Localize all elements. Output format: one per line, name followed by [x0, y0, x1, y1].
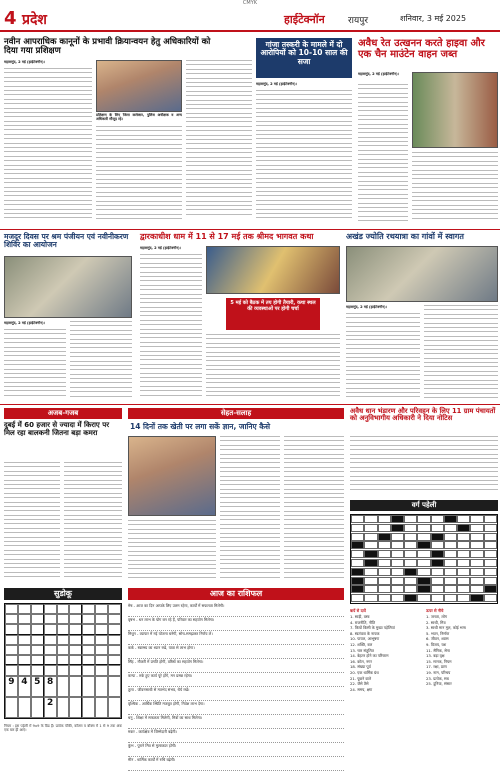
sudoku-cell — [31, 614, 44, 624]
sudoku-cell — [57, 655, 70, 665]
sudoku-cell — [57, 624, 70, 634]
crossword-down-title: ऊपर से नीचे — [426, 608, 444, 613]
crossword-clue: 10. पायल, आभूषण — [350, 636, 380, 642]
crossword-cell — [364, 559, 377, 567]
crossword-clue: 7. कियों किसी के मुख्य पहेलियां — [350, 625, 395, 631]
story1-headline: नवीन आपराधिक कानूनों के प्रभावी क्रियान्वयन हेतु अधिकारियों को दिया गया प्रशिक्षण — [4, 37, 211, 57]
story2-headline-box — [256, 38, 352, 78]
crossword-clue: 21. पूछने वाले — [350, 675, 372, 681]
sudoku-title: सुडोकू — [4, 588, 122, 600]
crossword-cell — [457, 515, 470, 523]
rashi-entry: वृषभ - धन लाभ के योग बन रहे हैं, परिवार का सहयोग मिलेगा। — [128, 617, 344, 631]
sudoku-cell — [69, 624, 82, 634]
crossword-clue: 18. संख्या पूर्व — [350, 664, 371, 670]
sudoku-cell — [82, 665, 95, 675]
crossword-clue: 1. साड़ी, वस्त्र — [350, 614, 370, 619]
crossword-cell — [457, 541, 470, 549]
story5-pullquote: 5 मई को बैठक में तय होगी तैयारी, कथा स्थल की व्यवस्थाओं पर होगी चर्चा — [230, 300, 316, 312]
rashi-entry: मकर - कार्यक्षेत्र में जिम्मेदारी बढ़ेगी। — [128, 729, 344, 743]
crossword-clue: 19. नाम, परिचय — [426, 669, 451, 675]
sudoku-cell — [69, 676, 82, 697]
rashi-entry: कुंभ - पुराने मित्र से मुलाकात होगी। — [128, 743, 344, 757]
sudoku-cell — [18, 604, 31, 614]
crossword-clue: 11. सैनिक, सेना — [426, 647, 450, 653]
crossword-cell — [417, 577, 430, 585]
crossword-across-title: बायें से दायें — [350, 608, 366, 613]
crossword-clue: 15. मानक, नियम — [426, 658, 452, 664]
sudoku-cell — [69, 645, 82, 655]
crossword-cell — [391, 559, 404, 567]
crossword-down-list — [426, 614, 498, 778]
sudoku-cell — [69, 604, 82, 614]
crossword-clue: 24. समय, क्षण — [350, 686, 373, 692]
sudoku-cell — [31, 655, 44, 665]
story4-headline: मजदूर दिवस पर श्रम पंजीयन एवं नवीनीकरण शिविर का आयोजन — [4, 232, 129, 250]
crossword-cell — [431, 577, 444, 585]
sudoku-cell — [18, 614, 31, 624]
crossword-cell — [470, 524, 483, 532]
story1-body-col2 — [96, 126, 182, 226]
crossword-cell — [378, 533, 391, 541]
sudoku-cell — [57, 614, 70, 624]
sudoku-cell — [69, 665, 82, 675]
crossword-cell — [417, 568, 430, 576]
crossword-cell — [484, 568, 497, 576]
sudoku-cell — [95, 645, 108, 655]
story4-dateline: महासमुंद, 2 मई (हाईटेक्नॉन)। — [4, 321, 45, 325]
crossword-cell — [391, 550, 404, 558]
rashifal-list — [128, 603, 344, 778]
story4-body-col2 — [70, 321, 132, 401]
sudoku-cell — [95, 635, 108, 645]
crossword-cell — [470, 559, 483, 567]
crossword-cell — [484, 594, 497, 602]
story3-body — [358, 84, 408, 226]
crossword-clue: 16. कोल, नगर — [350, 658, 372, 664]
sudoku-cell — [44, 655, 57, 665]
sudoku-cell — [95, 655, 108, 665]
story1-dateline: महासमुंद, 2 मई (हाईटेक्नॉन)। — [4, 60, 45, 64]
sudoku-cell — [44, 665, 57, 675]
crossword-cell — [457, 594, 470, 602]
story4-body — [4, 329, 66, 401]
crossword-cell — [351, 585, 364, 593]
story7-headline: दुबई में 60 हजार से ज्यादा में किराए पर मिल रहा बालकनी जितना बड़ा कमरा — [4, 421, 110, 437]
crossword-cell — [364, 568, 377, 576]
crossword-clue: 3. साथी मान मूल, कोई भाष — [426, 625, 466, 631]
crossword-clue: 13. चार संतुलित — [350, 647, 374, 653]
crossword-cell — [378, 559, 391, 567]
crossword-cell — [404, 559, 417, 567]
sudoku-cell — [44, 604, 57, 614]
crossword-cell — [404, 568, 417, 576]
story7-body — [4, 462, 60, 584]
crossword-cell — [444, 515, 457, 523]
crossword-cell — [404, 550, 417, 558]
crossword-cell — [444, 568, 457, 576]
crossword-cell — [431, 594, 444, 602]
sudoku-cell — [44, 635, 57, 645]
rashi-entry: तुला - जीवनसाथी से मतभेद संभव, धैर्य रखें। — [128, 687, 344, 701]
crossword-cell — [378, 577, 391, 585]
sudoku-cell — [5, 614, 18, 624]
rashi-entry: कर्क - स्वास्थ्य का ध्यान रखें, यात्रा से लाभ होगा। — [128, 645, 344, 659]
story6-headline: अखंड ज्योति रथयात्रा का गांवों में स्वागत — [346, 232, 464, 241]
sudoku-cell — [95, 614, 108, 624]
story3-body-col2 — [412, 152, 498, 226]
newspaper-brand: हाईटेक्नॉन — [284, 13, 325, 26]
crossword-cell — [364, 524, 377, 532]
section-divider — [0, 229, 500, 230]
crossword-cell — [404, 577, 417, 585]
crossword-cell — [470, 515, 483, 523]
sudoku-cell — [95, 624, 108, 634]
crossword-cell — [351, 524, 364, 532]
story3-photo — [412, 72, 498, 148]
crossword-cell — [391, 524, 404, 532]
crossword-cell — [457, 568, 470, 576]
sudoku-cell — [82, 645, 95, 655]
crossword-cell — [378, 585, 391, 593]
crossword-cell — [391, 577, 404, 585]
sudoku-cell — [108, 645, 121, 655]
crossword-cell — [364, 594, 377, 602]
crossword-cell — [417, 524, 430, 532]
sudoku-cell — [5, 624, 18, 634]
crossword-cell — [417, 541, 430, 549]
story8-photo — [128, 436, 216, 516]
crossword-cell — [391, 585, 404, 593]
rashi-entry: सिंह - नौकरी में प्रगति होगी, वरिष्ठों का सहयोग मिलेगा। — [128, 659, 344, 673]
story6-body — [346, 313, 420, 401]
crossword-cell — [457, 533, 470, 541]
crossword-clue: 14. बेहतर होने का परिणाम — [350, 653, 389, 659]
crossword-cell — [457, 577, 470, 585]
crossword-cell — [470, 533, 483, 541]
crossword-cell — [470, 594, 483, 602]
crossword-cell — [484, 559, 497, 567]
crossword-cell — [351, 541, 364, 549]
sudoku-cell — [5, 665, 18, 675]
sudoku-cell — [31, 635, 44, 645]
sudoku-cell — [108, 676, 121, 697]
rashi-entry: वृश्चिक - आर्थिक स्थिति मजबूत होगी, निवेश लाभ देगा। — [128, 701, 344, 715]
story5-pullquote-box — [226, 298, 320, 330]
sudoku-cell — [5, 655, 18, 665]
rashi-entry: मिथुन - व्यापार में नई योजना बनेगी, सोच-समझकर निर्णय लें। — [128, 631, 344, 645]
story2-headline: गांजा तस्करी के मामले में दो आरोपियों को 10-10 साल की सजा — [260, 40, 348, 66]
crossword-cell — [378, 541, 391, 549]
crossword-cell — [404, 541, 417, 549]
crossword-cell — [470, 568, 483, 576]
crossword-clue: 8. स्वतंत्रता के नायक — [350, 630, 380, 636]
crossword-cell — [431, 524, 444, 532]
crossword-cell — [431, 550, 444, 558]
crossword-cell — [417, 515, 430, 523]
crossword-cell — [484, 550, 497, 558]
sudoku-cell — [18, 635, 31, 645]
sudoku-cell: 5 — [31, 676, 44, 697]
crossword-cell — [484, 577, 497, 585]
crossword-cell — [378, 515, 391, 523]
sudoku-cell — [57, 676, 70, 697]
crossword-cell — [404, 515, 417, 523]
story1-body — [4, 68, 92, 226]
crossword-cell — [431, 533, 444, 541]
section-divider-2 — [0, 404, 500, 405]
sudoku-cell — [44, 645, 57, 655]
crossword-clue: 1. जनता, लोग — [426, 614, 448, 619]
story1-photo-caption: प्रशिक्षण के लिए जिला कलेक्टर, पुलिस अधीक्षक व अन्य अधिकारी मौजूद रहे। — [96, 113, 182, 122]
crossword-cell — [431, 585, 444, 593]
crossword-cell — [378, 594, 391, 602]
crossword-cell — [378, 568, 391, 576]
crossword-cell — [444, 541, 457, 549]
story5-photo — [206, 246, 340, 294]
story3-headline: अवैध रेत उत्खनन करते हाइवा और एक चैन माउंटेन वाहन जब्त — [358, 38, 485, 60]
story6-body-col2 — [424, 305, 498, 401]
page-section-title: प्रदेश — [22, 12, 47, 28]
story7-body-col2 — [64, 462, 122, 584]
crossword-cell — [444, 559, 457, 567]
story1-photo — [96, 60, 182, 112]
sudoku-cell — [69, 635, 82, 645]
sudoku-cell — [95, 697, 108, 718]
story9-headline: अवैध धान भंडारण और परिवहन के लिए 11 ग्राम पंचायतों को अनुविभागीय अधिकारी ने दिया नोटिस — [350, 407, 496, 423]
rashi-entry: कन्या - रुके हुए कार्य पूरे होंगे, मन प्रसन्न रहेगा। — [128, 673, 344, 687]
masthead — [0, 6, 500, 32]
crossword-cell — [351, 559, 364, 567]
sudoku-cell — [82, 624, 95, 634]
story8-body-col3 — [128, 520, 216, 584]
rashi-entry: धनु - शिक्षा में सफलता मिलेगी, मित्रों का साथ मिलेगा। — [128, 715, 344, 729]
sudoku-cell — [95, 676, 108, 697]
edition-date: शनिवार, 3 मई 2025 — [400, 14, 467, 23]
sudoku-cell — [108, 635, 121, 645]
sudoku-cell — [18, 624, 31, 634]
sudoku-cell — [95, 665, 108, 675]
page-number: 4 — [4, 8, 17, 29]
story7-band: अजब-गजब — [4, 408, 122, 419]
sudoku-cell — [31, 604, 44, 614]
story3-dateline: महासमुंद, 2 मई (हाईटेक्नॉन)। — [358, 72, 399, 76]
crossword-cell — [457, 585, 470, 593]
crossword-across-list — [350, 614, 424, 778]
crossword-cell — [391, 541, 404, 549]
crossword-cell — [404, 524, 417, 532]
crossword-cell — [457, 550, 470, 558]
crossword-cell — [444, 594, 457, 602]
sudoku-grid — [4, 603, 122, 719]
sudoku-cell — [82, 697, 95, 718]
crossword-cell — [444, 585, 457, 593]
story6-photo — [346, 246, 498, 302]
crossword-clue: 20. एक धार्मिक ग्रंथ — [350, 669, 379, 675]
story6-dateline: महासमुंद, 2 मई (हाईटेक्नॉन)। — [346, 305, 387, 309]
sudoku-cell — [18, 645, 31, 655]
crossword-cell — [444, 524, 457, 532]
crossword-cell — [404, 594, 417, 602]
crossword-cell — [470, 585, 483, 593]
crossword-cell — [404, 585, 417, 593]
crossword-grid — [350, 514, 498, 604]
crossword-clue: 13. बड़ा वृक्ष — [426, 653, 445, 659]
sudoku-cell — [82, 635, 95, 645]
crossword-cell — [364, 585, 377, 593]
sudoku-cell — [5, 645, 18, 655]
sudoku-cell — [5, 604, 18, 614]
sudoku-cell — [31, 697, 44, 718]
crossword-clue: 2. साथी, मित्र — [426, 619, 446, 625]
story5-body-col2 — [206, 334, 340, 401]
crossword-clue: 17. रक्षा, प्राण — [426, 664, 447, 670]
crossword-cell — [351, 515, 364, 523]
story8-band: सेहत-सलाह — [128, 408, 344, 419]
sudoku-cell — [57, 635, 70, 645]
sudoku-cell — [57, 604, 70, 614]
rashi-entry: मेष - आज का दिन आपके लिए उत्तम रहेगा, कार्यों में सफलता मिलेगी। — [128, 603, 344, 617]
sudoku-cell — [31, 645, 44, 655]
crossword-cell — [470, 541, 483, 549]
crossword-title: वर्ग पहेली — [350, 500, 498, 511]
sudoku-cell — [108, 697, 121, 718]
crossword-cell — [431, 541, 444, 549]
crossword-cell — [431, 559, 444, 567]
sudoku-cell — [57, 665, 70, 675]
crossword-cell — [484, 524, 497, 532]
story9-body — [350, 436, 498, 496]
crossword-clue: 23. प्रत्येक, सब — [426, 675, 449, 681]
crossword-clue: 5. भवन, निर्माण — [426, 630, 450, 636]
story8-body-col2 — [284, 436, 344, 584]
crossword-cell — [431, 568, 444, 576]
crossword-cell — [364, 577, 377, 585]
story5-dateline: महासमुंद, 2 मई (हाईटेक्नॉन)। — [140, 246, 181, 250]
rashi-entry: मीन - धार्मिक कार्यों में रुचि बढ़ेगी। — [128, 757, 344, 771]
sudoku-cell: 8 — [44, 676, 57, 697]
sudoku-cell — [108, 624, 121, 634]
sudoku-cell — [44, 614, 57, 624]
sudoku-cell — [31, 624, 44, 634]
crossword-cell — [364, 550, 377, 558]
sudoku-cell — [95, 604, 108, 614]
sudoku-cell — [44, 624, 57, 634]
sudoku-cell — [69, 655, 82, 665]
crossword-cell — [431, 515, 444, 523]
crossword-cell — [484, 541, 497, 549]
crossword-cell — [484, 533, 497, 541]
sudoku-cell — [82, 614, 95, 624]
story2-body — [256, 90, 352, 226]
crossword-clue: 4. राजनीति, नीति — [350, 619, 376, 625]
crossword-cell — [391, 515, 404, 523]
crossword-cell — [470, 577, 483, 585]
crossword-cell — [364, 515, 377, 523]
crossword-cell — [351, 550, 364, 558]
sudoku-cell — [18, 697, 31, 718]
story1-body-col3 — [186, 60, 252, 226]
sudoku-cell — [18, 665, 31, 675]
crossword-cell — [444, 533, 457, 541]
sudoku-cell — [82, 655, 95, 665]
crossword-cell — [417, 585, 430, 593]
crossword-clue: 6. जीवन, श्वास — [426, 636, 449, 642]
crossword-cell — [457, 559, 470, 567]
story8-body — [220, 436, 280, 584]
edition-city: रायपुर — [348, 16, 369, 26]
print-marker: CMYK — [242, 0, 258, 6]
crossword-cell — [417, 550, 430, 558]
sudoku-cell — [31, 665, 44, 675]
sudoku-cell: 9 — [5, 676, 18, 697]
crossword-clue: 25. दुनिया, संसार — [426, 681, 452, 687]
crossword-cell — [417, 559, 430, 567]
sudoku-cell — [57, 697, 70, 718]
crossword-cell — [351, 568, 364, 576]
story5-headline: द्वारकाधीश धाम में 11 से 17 मई तक श्रीमद भागवत कथा — [140, 232, 314, 241]
sudoku-cell — [69, 614, 82, 624]
crossword-cell — [391, 594, 404, 602]
sudoku-cell — [108, 665, 121, 675]
sudoku-cell — [108, 604, 121, 614]
crossword-cell — [378, 524, 391, 532]
sudoku-cell: 4 — [18, 676, 31, 697]
crossword-cell — [364, 541, 377, 549]
sudoku-cell — [5, 697, 18, 718]
crossword-cell — [378, 550, 391, 558]
crossword-cell — [484, 515, 497, 523]
story2-dateline: महासमुंद, 2 मई (हाईटेक्नॉन)। — [256, 82, 297, 86]
crossword-clue: 9. विजय, यश — [426, 641, 447, 647]
crossword-cell — [391, 568, 404, 576]
sudoku-cell — [82, 604, 95, 614]
sudoku-cell — [5, 635, 18, 645]
crossword-cell — [417, 533, 430, 541]
crossword-clue: 22. जैसे तैसे — [350, 681, 369, 687]
sudoku-cell: 2 — [44, 697, 57, 718]
crossword-cell — [351, 594, 364, 602]
sudoku-cell — [57, 645, 70, 655]
sudoku-rules: नियम : इस पहेली में 9x9 के ग्रिड हैं। प्रत्येक पंक्ति, कॉलम व बॉक्स में 1 से 9 तक अंक एक बार ही आएं। — [4, 724, 122, 733]
crossword-cell — [404, 533, 417, 541]
crossword-cell — [351, 533, 364, 541]
crossword-clue: 12. शक्ति, बल — [350, 641, 373, 647]
story4-photo — [4, 256, 132, 318]
story8-headline: 14 दिनों तक खेती पर लगा सकें ज्ञान, जानिए कैसे — [130, 422, 271, 431]
sudoku-cell — [18, 655, 31, 665]
crossword-cell — [417, 594, 430, 602]
sudoku-cell — [82, 676, 95, 697]
crossword-cell — [444, 577, 457, 585]
crossword-cell — [444, 550, 457, 558]
crossword-cell — [364, 533, 377, 541]
sudoku-cell — [108, 614, 121, 624]
crossword-cell — [470, 550, 483, 558]
crossword-cell — [351, 577, 364, 585]
crossword-cell — [457, 524, 470, 532]
sudoku-cell — [108, 655, 121, 665]
crossword-cell — [391, 533, 404, 541]
crossword-cell — [484, 585, 497, 593]
story5-body — [140, 254, 202, 401]
sudoku-cell — [69, 697, 82, 718]
rashifal-title: आज का राशिफल — [128, 588, 344, 600]
